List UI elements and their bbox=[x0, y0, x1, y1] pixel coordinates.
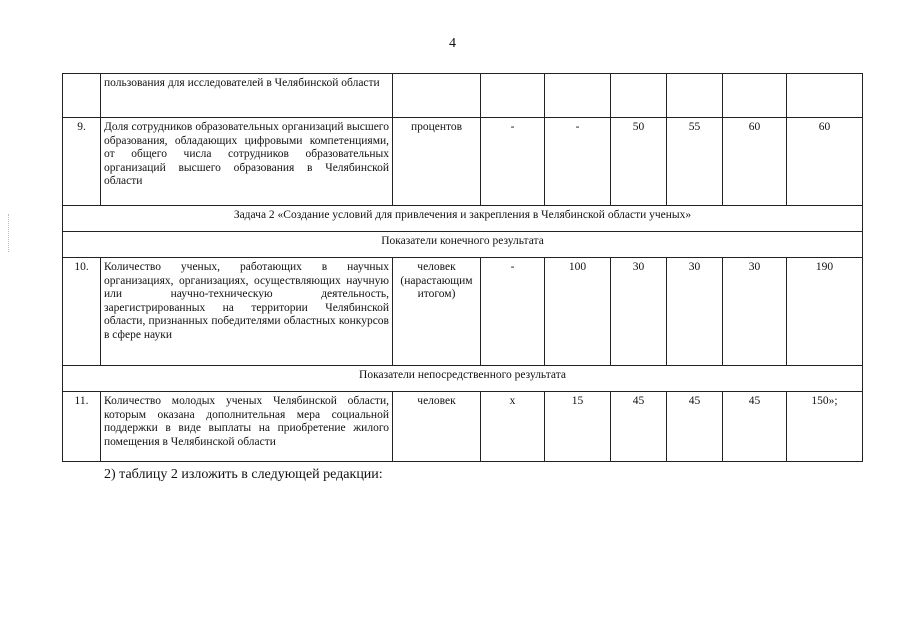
value-cell bbox=[723, 74, 787, 118]
value-cell: 100 bbox=[545, 258, 611, 366]
value-cell: 50 bbox=[611, 118, 667, 206]
table-body bbox=[63, 74, 863, 462]
value-cell bbox=[545, 74, 611, 118]
indicator-name: Количество ученых, работающих в научных организациях, организациях, осуществляющих научную или научно-техническую деятельность, зарегистрированных на территории Челябинской области, признанных победителями областных конкурсов в сфере науки bbox=[101, 258, 393, 366]
table-row bbox=[63, 74, 863, 118]
unit-cell: процентов bbox=[393, 118, 481, 206]
section-title: Показатели непосредственного результата bbox=[63, 366, 863, 392]
value-cell: 45 bbox=[723, 392, 787, 462]
table-row bbox=[63, 258, 863, 366]
value-cell: 150»; bbox=[787, 392, 863, 462]
value-cell: 15 bbox=[545, 392, 611, 462]
value-cell: 45 bbox=[667, 392, 723, 462]
value-cell: 30 bbox=[667, 258, 723, 366]
value-cell: 30 bbox=[611, 258, 667, 366]
value-cell: - bbox=[481, 258, 545, 366]
unit-cell bbox=[393, 74, 481, 118]
row-number: 9. bbox=[63, 118, 101, 206]
table-row bbox=[63, 392, 863, 462]
page-number: 4 bbox=[449, 36, 456, 51]
section-row bbox=[63, 366, 863, 392]
value-cell: - bbox=[545, 118, 611, 206]
unit-cell: человек bbox=[393, 392, 481, 462]
value-cell: 55 bbox=[667, 118, 723, 206]
value-cell: 60 bbox=[787, 118, 863, 206]
indicator-name: Количество молодых ученых Челябинской области, которым оказана дополнительная мера социальной поддержки в виде выплаты на приобретение жилого помещения в Челябинской области bbox=[101, 392, 393, 462]
indicator-name: Доля сотрудников образовательных организаций высшего образования, обладающих цифровыми компетенциями, от общего числа сотрудников образовательных организаций высшего образования в Челябинской области bbox=[101, 118, 393, 206]
section-title: Задача 2 «Создание условий для привлечения и закрепления в Челябинской области ученых» bbox=[63, 206, 863, 232]
value-cell bbox=[481, 74, 545, 118]
section-row bbox=[63, 206, 863, 232]
value-cell bbox=[611, 74, 667, 118]
margin-mark bbox=[8, 214, 10, 252]
value-cell: 45 bbox=[611, 392, 667, 462]
row-number bbox=[63, 74, 101, 118]
indicator-name: пользования для исследователей в Челябинской области bbox=[101, 74, 393, 118]
value-cell: 30 bbox=[723, 258, 787, 366]
value-cell: 60 bbox=[723, 118, 787, 206]
table-row bbox=[63, 118, 863, 206]
value-cell: x bbox=[481, 392, 545, 462]
value-cell: - bbox=[481, 118, 545, 206]
row-number: 11. bbox=[63, 392, 101, 462]
value-cell: 190 bbox=[787, 258, 863, 366]
unit-cell: человек (нарастающим итогом) bbox=[393, 258, 481, 366]
value-cell bbox=[667, 74, 723, 118]
section-row bbox=[63, 232, 863, 258]
section-title: Показатели конечного результата bbox=[63, 232, 863, 258]
indicators-table bbox=[62, 73, 863, 462]
value-cell bbox=[787, 74, 863, 118]
instruction-text: 2) таблицу 2 изложить в следующей редакции: bbox=[104, 467, 383, 482]
row-number: 10. bbox=[63, 258, 101, 366]
